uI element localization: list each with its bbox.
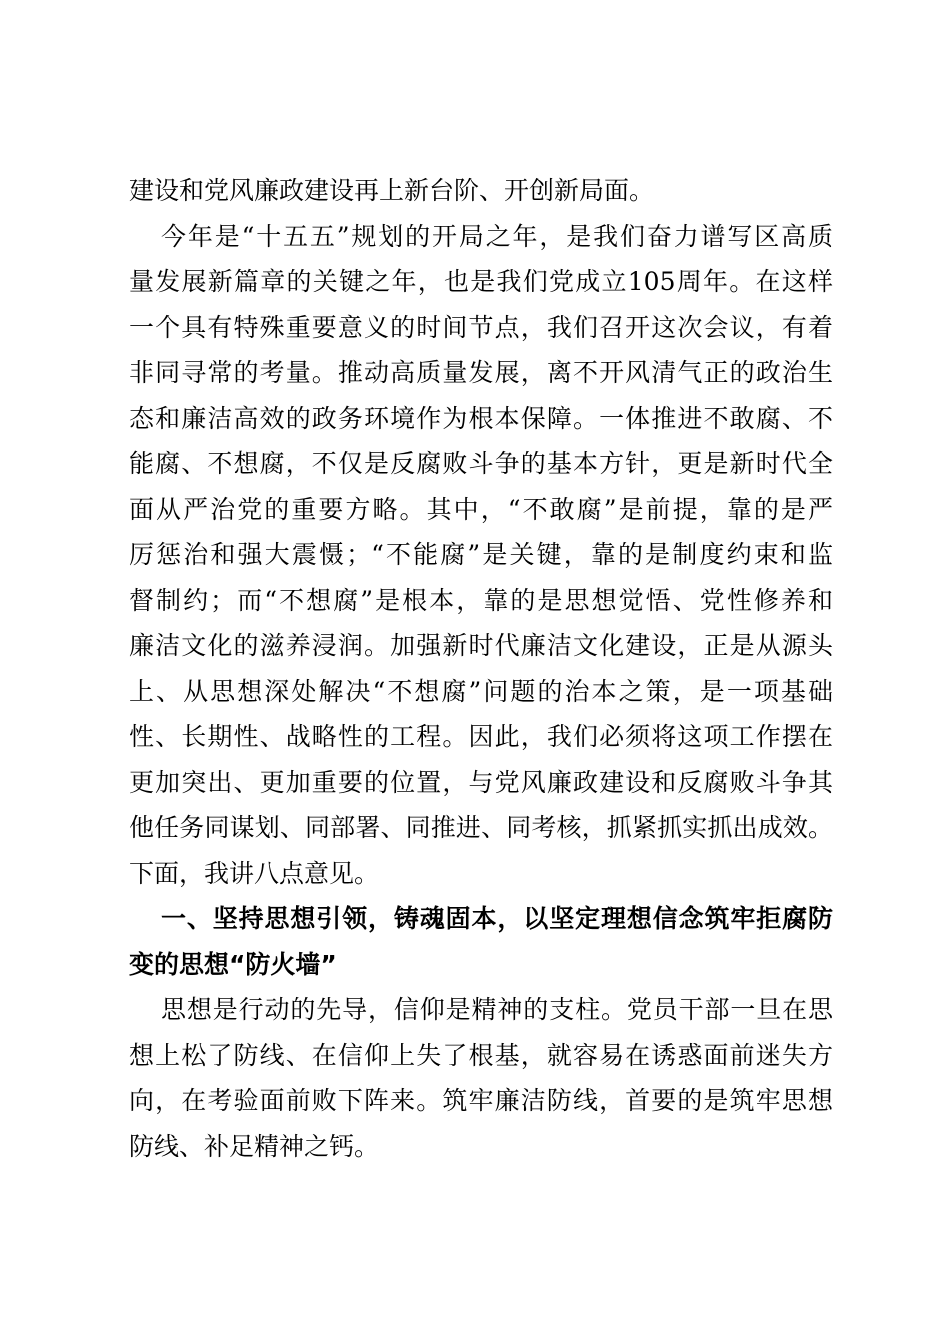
- paragraph-line: 能腐、不想腐，不仅是反腐败斗争的基本方针，更是新时代全: [129, 449, 833, 478]
- paragraph-line: 量发展新篇章的关键之年，也是我们党成立105周年。在这样: [129, 267, 833, 296]
- paragraph-line: 性、长期性、战略性的工程。因此，我们必须将这项工作摆在: [129, 722, 833, 751]
- paragraph-line: 今年是“十五五”规划的开局之年，是我们奋力谱写区高质: [161, 221, 833, 251]
- paragraph-line: 廉洁文化的滋养浸润。加强新时代廉洁文化建设，正是从源头: [129, 631, 833, 660]
- paragraph-line: 厉惩治和强大震慑；“不能腐”是关键，靠的是制度约束和监: [129, 540, 833, 569]
- section-heading-line: 变的思想“防火墙”: [129, 949, 337, 979]
- paragraph-line: 想上松了防线、在信仰上失了根基，就容易在诱惑面前迷失方: [129, 1040, 833, 1070]
- paragraph-line: 上、从思想深处解决“不想腐”问题的治本之策，是一项基础: [129, 676, 833, 706]
- document-body: [129, 168, 833, 1169]
- paragraph-line: 建设和党风廉政建设再上新台阶、开创新局面。: [129, 176, 655, 205]
- paragraph-line: 下面，我讲八点意见。: [129, 858, 380, 888]
- section-heading-line: 一、坚持思想引领，铸魂固本，以坚定理想信念筑牢拒腐防: [161, 904, 833, 933]
- paragraph-line: 防线、补足精神之钙。: [129, 1131, 380, 1161]
- paragraph-line: 思想是行动的先导，信仰是精神的支柱。党员干部一旦在思: [161, 995, 833, 1024]
- paragraph-line: 态和廉洁高效的政务环境作为根本保障。一体推进不敢腐、不: [129, 403, 833, 433]
- paragraph-line: 督制约；而“不想腐”是根本，靠的是思想觉悟、党性修养和: [129, 585, 833, 615]
- paragraph-line: 向，在考验面前败下阵来。筑牢廉洁防线，首要的是筑牢思想: [129, 1086, 833, 1115]
- paragraph-line: 面从严治党的重要方略。其中，“不敢腐”是前提，靠的是严: [129, 494, 833, 524]
- paragraph-line: 他任务同谋划、同部署、同推进、同考核，抓紧抓实抓出成效。: [129, 813, 833, 842]
- paragraph-line: 一个具有特殊重要意义的时间节点，我们召开这次会议，有着: [129, 312, 833, 342]
- paragraph-line: 更加突出、更加重要的位置，与党风廉政建设和反腐败斗争其: [129, 767, 833, 797]
- paragraph-line: 非同寻常的考量。推动高质量发展，离不开风清气正的政治生: [129, 358, 833, 387]
